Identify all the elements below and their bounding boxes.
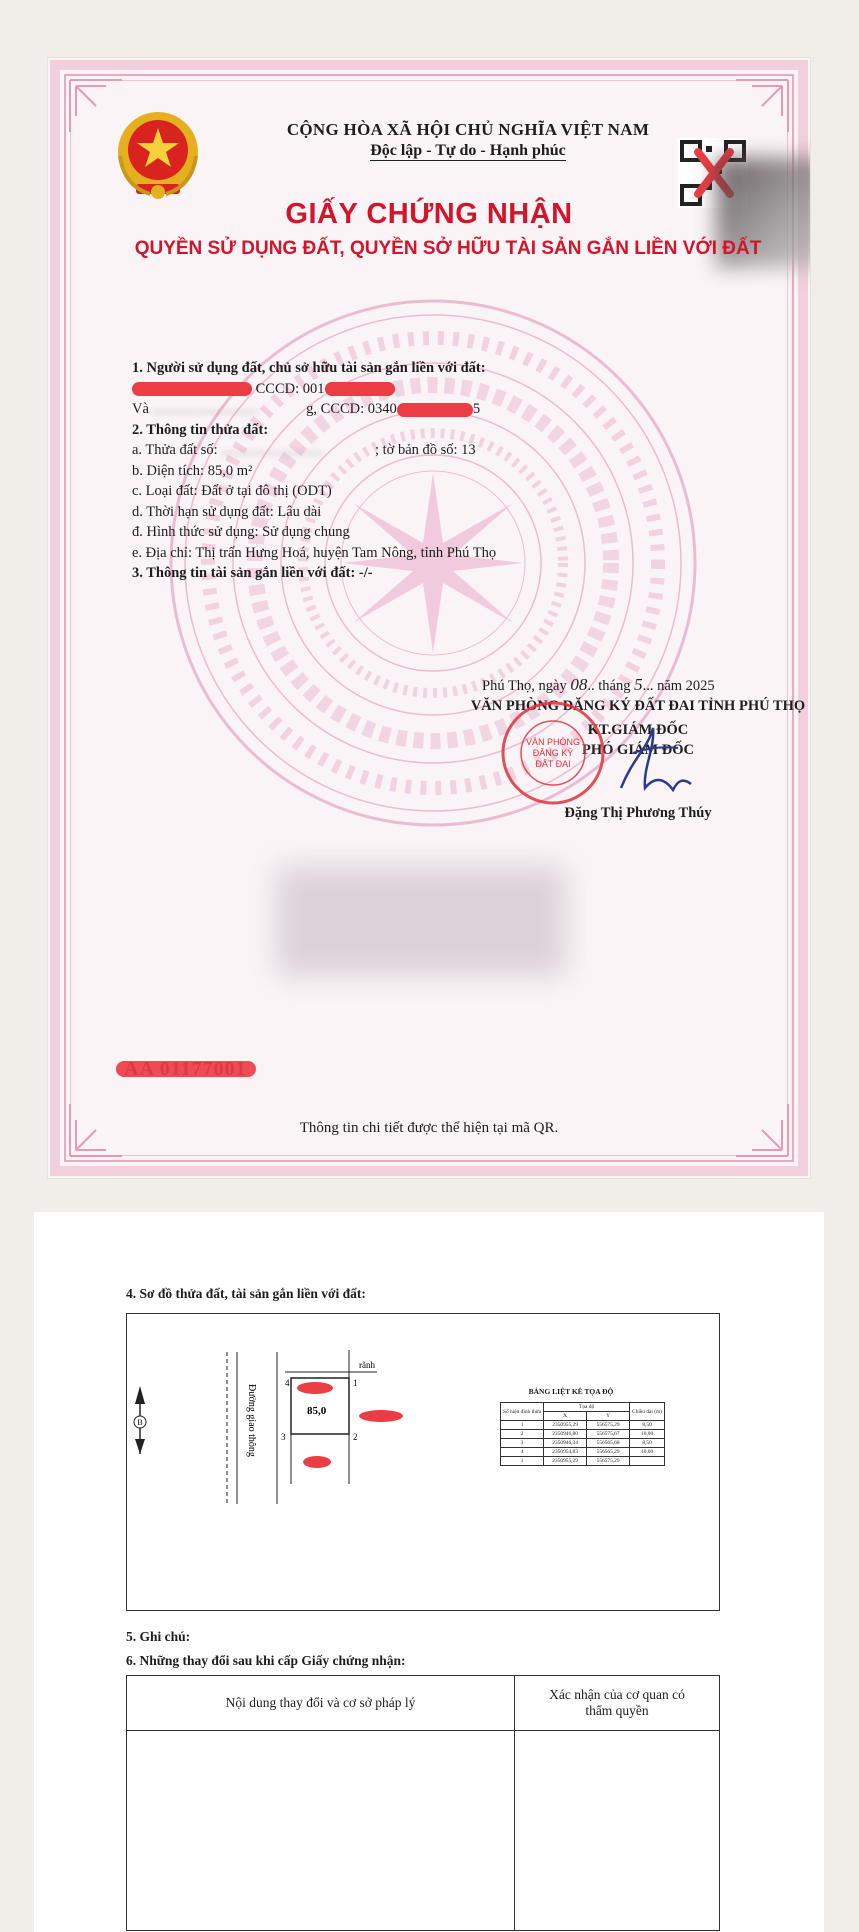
issue-month-label: tháng (598, 678, 631, 694)
cell-y: 556575,67 (587, 1430, 630, 1439)
cell-point: 1 (501, 1457, 544, 1466)
owner-line-1 (132, 379, 772, 400)
table-row (501, 1430, 665, 1439)
parcel-number (132, 440, 772, 461)
point-label: 3 (281, 1432, 286, 1442)
redaction-mark (303, 1456, 331, 1468)
table-row (501, 1457, 665, 1466)
changes-empty-cell (127, 1731, 515, 1931)
parcel-address: e. Địa chỉ: Thị trấn Hưng Hoá, huyện Tam Nông, tỉnh Phú Thọ (132, 544, 497, 561)
redaction-mark (397, 403, 473, 417)
cell-y: 556575,29 (587, 1421, 630, 1430)
north-label: B (137, 1418, 143, 1427)
point-label: 2 (353, 1432, 358, 1442)
seal-line-1: VĂN PHÒNG (525, 737, 581, 747)
certificate-title: GIẤY CHỨNG NHẬN (285, 198, 573, 230)
changes-table-row (127, 1731, 720, 1931)
header-point: Số hiệu đỉnh thửa (501, 1403, 544, 1421)
national-emblem-icon (110, 106, 206, 206)
owner-cccd: CCCD: 001 (255, 380, 325, 397)
signer-title: PHÓ GIÁM ĐỐC (582, 742, 694, 758)
cell-length: 8,50 (630, 1439, 665, 1448)
cell-x: 2350954,83 (544, 1448, 587, 1457)
table-row (501, 1439, 665, 1448)
qr-note: Thông tin chi tiết được thể hiện tại mã QR. (299, 1120, 559, 1136)
certificate-page (48, 58, 810, 1178)
parcel-term: d. Thời hạn sử dụng đất: Lâu dài (132, 503, 322, 520)
cell-y: 556565,29 (587, 1448, 630, 1457)
redaction-mark (116, 1061, 256, 1077)
changes-col-confirmation: Xác nhận của cơ quan có thẩm quyền (515, 1676, 720, 1731)
owner-line2-start: Và (132, 401, 149, 417)
seal-line-3: ĐẤT ĐAI (535, 759, 571, 769)
blurred-text: ............................. (152, 401, 258, 417)
point-label: 1 (353, 1378, 358, 1388)
blurred-area (276, 866, 566, 976)
seal-line-2: ĐĂNG KÝ (532, 748, 574, 758)
coordinate-table (500, 1402, 665, 1466)
cell-x: 2350946,34 (544, 1439, 587, 1448)
parcel-heading: 2. Thông tin thửa đất: (132, 421, 269, 438)
owner-heading: 1. Người sử dụng đất, chủ sở hữu tài sản gắn liền với đất: (132, 360, 486, 376)
certificate-page-2 (34, 1212, 824, 1932)
cell-y: 556565,68 (587, 1439, 630, 1448)
cell-point: 2 (501, 1430, 544, 1439)
parcel-map-sheet: ; tờ bản đồ số: 13 (374, 442, 476, 458)
cell-point: 3 (501, 1439, 544, 1448)
cell-length (630, 1457, 665, 1466)
issuing-office: VĂN PHÒNG ĐĂNG KÝ ĐẤT ĐAI TỈNH PHÚ THỌ (470, 698, 806, 714)
header-y: Y (587, 1412, 630, 1421)
signature-icon (603, 718, 703, 808)
section-4-heading: 4. Sơ đồ thửa đất, tài sản gắn liền với đất: (126, 1286, 366, 1301)
point-label: 4 (285, 1378, 290, 1388)
cell-length: 8,50 (630, 1421, 665, 1430)
changes-table-header (127, 1676, 720, 1731)
header-coord: Tọa độ (544, 1403, 630, 1412)
parcel-number-label: a. Thửa đất số: (132, 442, 218, 458)
table-row (501, 1421, 665, 1430)
section-6-heading: 6. Những thay đổi sau khi cấp Giấy chứng nhận: (126, 1653, 406, 1668)
parcel-area: b. Diện tích: 85,0 m² (132, 462, 253, 479)
owner-line-2 (132, 399, 772, 420)
signer-name: Đặng Thị Phương Thúy (564, 805, 712, 821)
cell-length: 10,00 (630, 1448, 665, 1457)
north-arrow-icon (134, 1386, 146, 1454)
cell-y: 556575,29 (587, 1457, 630, 1466)
redaction-mark (325, 382, 395, 396)
table-row (501, 1448, 665, 1457)
certificate-subtitle: QUYỀN SỬ DỤNG ĐẤT, QUYỀN SỞ HỮU TÀI SẢN GẮN LIỀN VỚI ĐẤT (134, 238, 762, 259)
header-x: X (544, 1412, 587, 1421)
cell-x: 2350946,80 (544, 1430, 587, 1439)
coordinate-table-header (501, 1403, 665, 1412)
blurred-text: ............................ (221, 442, 323, 458)
cell-point: 4 (501, 1448, 544, 1457)
cell-length: 10,00 (630, 1430, 665, 1439)
corner-ornament-icon (732, 76, 792, 136)
cell-x: 2350955,29 (544, 1421, 587, 1430)
parcel-area-label: 85,0 (307, 1405, 327, 1417)
redaction-mark (297, 1382, 333, 1394)
header-length: Chiều dài (m) (630, 1403, 665, 1421)
issue-month: 5 (634, 675, 643, 694)
parcel-usage-form: đ. Hình thức sử dụng: Sử dụng chung (132, 524, 350, 540)
redaction-mark (359, 1410, 403, 1422)
section-5-heading: 5. Ghi chú: (126, 1629, 191, 1644)
issue-place: Phú Thọ, ngày (482, 678, 567, 694)
ditch-label: rãnh (359, 1360, 375, 1370)
assets-heading: 3. Thông tin tài sản gắn liền với đất: -/- (132, 565, 373, 581)
coordinate-table-title: BẢNG LIỆT KÊ TỌA ĐỘ (528, 1387, 614, 1396)
issue-day: 08 (570, 675, 588, 694)
owner-line2-cccd: g, CCCD: 0340 (306, 401, 397, 417)
nation-name: CỘNG HÒA XÃ HỘI CHỦ NGHĨA VIỆT NAM (286, 120, 650, 139)
issue-date: Phú Thọ, ngày 08.. tháng 5... năm 2025 (482, 675, 715, 694)
motto-text: Độc lập - Tự do - Hạnh phúc (370, 142, 566, 159)
issue-year: năm 2025 (657, 678, 715, 694)
certificate-info (132, 358, 772, 584)
road-label: Đường giao thông (246, 1384, 257, 1457)
changes-col-content: Nội dung thay đổi và cơ sở pháp lý (127, 1676, 515, 1731)
redaction-mark (132, 382, 252, 396)
owner-line2-end: 5 (472, 401, 481, 417)
changes-table (126, 1675, 720, 1931)
signer-role: KT.GIÁM ĐỐC (587, 722, 689, 738)
changes-empty-cell (515, 1731, 720, 1931)
cell-point: 1 (501, 1421, 544, 1430)
national-motto (208, 142, 728, 160)
parcel-land-type: c. Loại đất: Đất ở tại đô thị (ODT) (132, 483, 332, 499)
cell-x: 2350955,29 (544, 1457, 587, 1466)
official-seal-icon (498, 698, 608, 808)
